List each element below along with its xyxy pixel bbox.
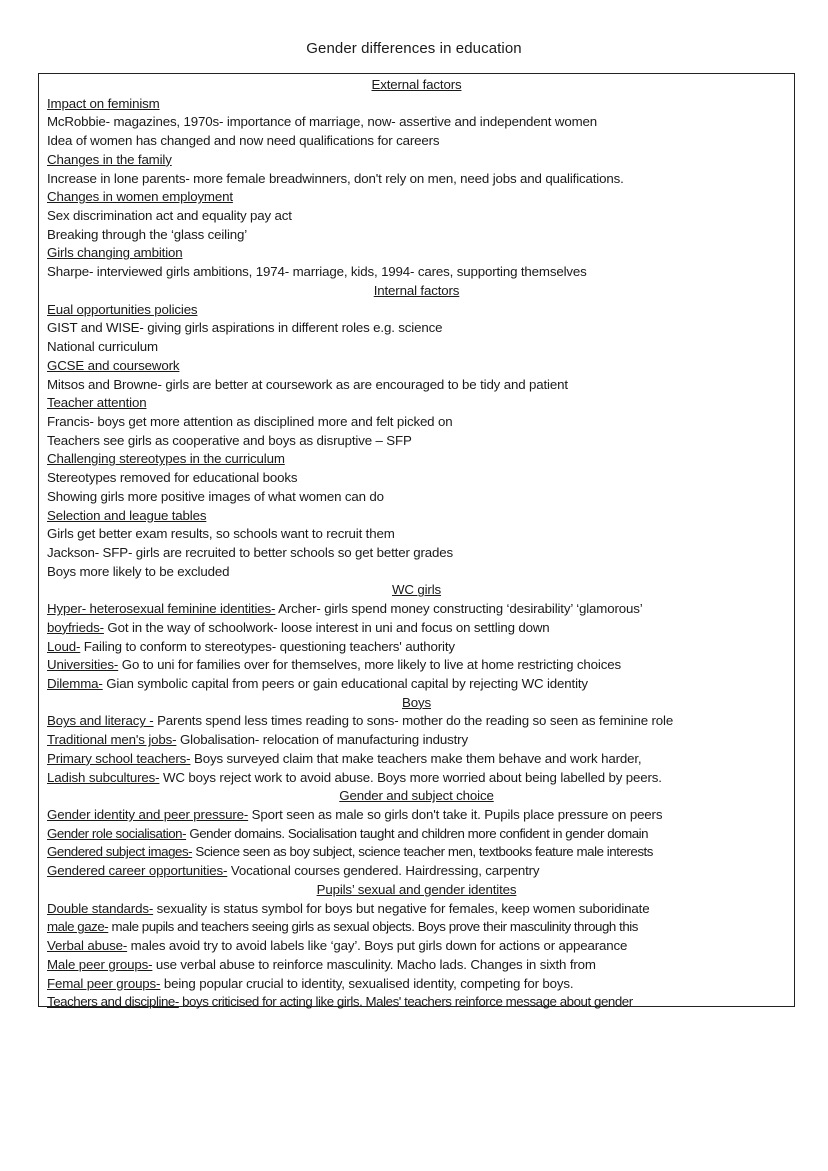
notes-box — [38, 73, 795, 1010]
note-line: Jackson- SFP- girls are recruited to better schools so get better grades — [47, 544, 454, 560]
term-label: Universities- — [47, 657, 119, 673]
term-line — [47, 769, 794, 788]
note-line: Teachers see girls as cooperative and boys as disruptive – SFP — [47, 432, 412, 448]
term-line — [47, 975, 794, 994]
note-line: National curriculum — [47, 339, 158, 355]
term-line — [47, 993, 794, 1012]
term-label: Gendered subject images- — [47, 844, 193, 860]
subheading-stereotypes: Challenging stereotypes in the curriculum — [47, 451, 285, 467]
note-line: Increase in lone parents- more female breadwinners, don't rely on men, need jobs and qualifications. — [47, 170, 624, 186]
term-text: Science seen as boy subject, science teacher men, textbooks feature male interests — [192, 844, 653, 860]
term-label: Male peer groups- — [47, 956, 153, 972]
term-text: Gian symbolic capital from peers or gain educational capital by rejecting WC identity — [102, 676, 588, 691]
term-text: Sport seen as male so girls don't take it. Pupils place pressure on peers — [248, 807, 663, 823]
section-heading-boys: Boys — [402, 694, 431, 710]
section-heading-wc-girls: WC girls — [391, 582, 442, 598]
term-label: boyfrieds- — [47, 619, 104, 635]
term-line — [47, 638, 794, 657]
term-text: Gender domains. Socialisation taught and children more confident in gender domain — [186, 825, 649, 841]
term-line — [47, 619, 794, 638]
term-line — [47, 600, 794, 619]
term-label: Gendered career opportunities- — [47, 863, 228, 879]
term-text: WC boys reject work to avoid abuse. Boys more worried about being labelled by peers. — [159, 769, 662, 785]
term-text: boys criticised for acting like girls. Males' teachers reinforce message about gender — [178, 994, 633, 1010]
subheading-gcse: GCSE and coursework — [47, 357, 180, 373]
term-label: Verbal abuse- — [47, 938, 128, 954]
note-line: Idea of women has changed and now need qualifications for careers — [47, 133, 440, 149]
note-line: Francis- boys get more attention as disciplined more and felt picked on — [47, 413, 453, 429]
subheading-teacher-attention: Teacher attention — [47, 395, 147, 411]
term-line — [47, 843, 794, 862]
term-label: Traditional men's jobs- — [47, 732, 177, 748]
term-text: Go to uni for families over for themselves, more likely to live at home restricting choices — [118, 657, 621, 673]
note-line: Sex discrimination act and equality pay act — [47, 208, 292, 224]
subheading-family: Changes in the family — [47, 151, 172, 167]
term-text: Globalisation- relocation of manufacturing industry — [176, 732, 468, 748]
term-text: Vocational courses gendered. Hairdressing, carpentry — [227, 863, 540, 879]
subheading-ambition: Girls changing ambition — [47, 245, 183, 261]
note-line: Girls get better exam results, so schools want to recruit them — [47, 526, 395, 542]
term-line — [47, 900, 794, 919]
note-line: Sharpe- interviewed girls ambitions, 1974- marriage, kids, 1994- cares, supporting themselves — [47, 264, 587, 280]
term-label: Gender role socialisation- — [47, 825, 187, 841]
term-text: males avoid try to avoid labels like ‘gay’. Boys put girls down for actions or appearance — [127, 938, 628, 954]
term-text: Archer- girls spend money constructing ‘desirability’ ‘glamorous’ — [275, 601, 643, 617]
subheading-feminism: Impact on feminism — [47, 95, 160, 111]
term-line — [47, 656, 794, 675]
section-heading-internal: Internal factors — [373, 282, 460, 298]
term-line — [47, 712, 794, 731]
term-label: Boys and literacy - — [47, 713, 154, 729]
page-title: Gender differences in education — [306, 40, 522, 57]
subheading-employment: Changes in women employment — [47, 189, 233, 205]
term-text: Boys surveyed claim that make teachers make them behave and work harder, — [190, 750, 642, 766]
term-text: Got in the way of schoolwork- loose interest in uni and focus on settling down — [103, 619, 550, 635]
note-line: Boys more likely to be excluded — [47, 563, 230, 579]
section-heading-identities: Pupils’ sexual and gender identites — [316, 881, 517, 897]
section-heading-subject-choice: Gender and subject choice — [339, 788, 494, 804]
term-text: use verbal abuse to reinforce masculinity. Macho lads. Changes in sixth from — [152, 956, 596, 972]
note-line: GIST and WISE- giving girls aspirations in different roles e.g. science — [47, 320, 443, 336]
note-line: Stereotypes removed for educational books — [47, 470, 298, 486]
term-line — [47, 675, 794, 694]
section-heading-external: External factors — [371, 77, 462, 92]
term-label: Dilemma- — [47, 676, 103, 691]
term-text: Failing to conform to stereotypes- questioning teachers' authority — [80, 638, 455, 654]
term-label: Primary school teachers- — [47, 750, 191, 766]
term-line — [47, 731, 794, 750]
term-line — [47, 956, 794, 975]
term-line — [47, 750, 794, 769]
note-line: Breaking through the ‘glass ceiling’ — [47, 226, 248, 242]
term-line — [47, 862, 794, 881]
term-label: Ladish subcultures- — [47, 769, 160, 785]
term-text: Parents spend less times reading to sons- mother do the reading so seen as feminine role — [153, 713, 674, 729]
subheading-league-tables: Selection and league tables — [47, 507, 207, 523]
term-text: being popular crucial to identity, sexualised identity, competing for boys. — [160, 975, 574, 991]
note-line: Mitsos and Browne- girls are better at coursework as are encouraged to be tidy and patient — [47, 376, 568, 392]
term-label: Hyper- heterosexual feminine identities- — [47, 601, 276, 617]
term-line — [47, 806, 794, 825]
term-text: sexuality is status symbol for boys but negative for females, keep women suboridinate — [153, 900, 650, 916]
term-line — [47, 825, 794, 844]
term-text: male pupils and teachers seeing girls as sexual objects. Boys prove their masculinity through this — [108, 919, 639, 935]
note-line: Showing girls more positive images of what women can do — [47, 488, 384, 504]
term-label: male gaze- — [47, 919, 109, 935]
term-line — [47, 937, 794, 956]
term-label: Teachers and discipline- — [47, 994, 179, 1010]
term-label: Femal peer groups- — [47, 975, 161, 991]
term-label: Gender identity and peer pressure- — [47, 807, 249, 823]
term-label: Loud- — [47, 638, 81, 654]
term-line — [47, 918, 794, 937]
note-line: McRobbie- magazines, 1970s- importance of marriage, now- assertive and independent women — [47, 114, 597, 130]
subheading-equal-opportunities: Eual opportunities policies — [47, 301, 198, 317]
term-label: Double standards- — [47, 900, 154, 916]
